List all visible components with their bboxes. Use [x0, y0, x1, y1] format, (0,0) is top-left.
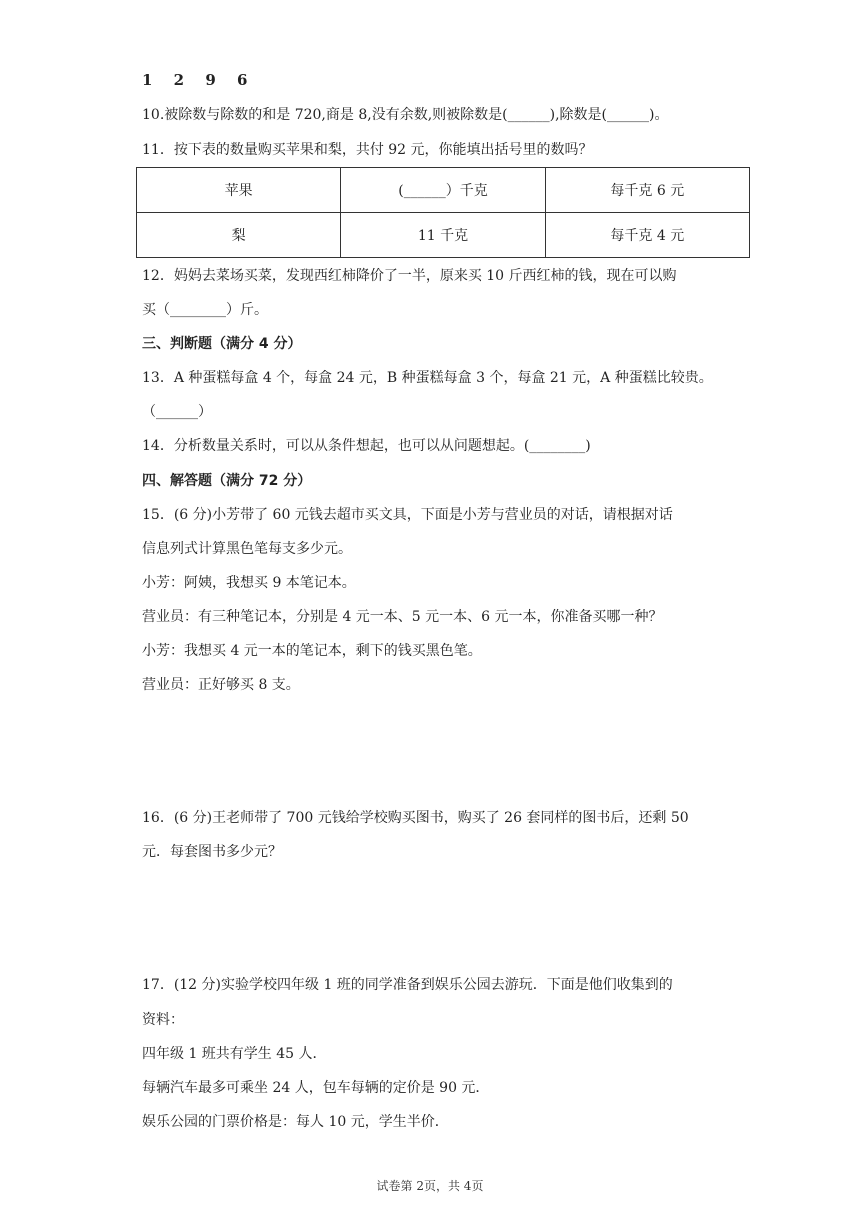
question-15-line1: 15．(6 分)小芳带了 60 元钱去超市买文具，下面是小芳与营业员的对话，请根据对话: [142, 507, 673, 523]
table-cell: 每千克 6 元: [545, 168, 749, 213]
question-16-line2: 元．每套图书多少元？: [142, 844, 282, 860]
table-row: [137, 213, 750, 258]
question-16-line1: 16．(6 分)王老师带了 700 元钱给学校购买图书，购买了 26 套同样的图书后，还剩 50: [142, 810, 689, 826]
question-10: 10.被除数与除数的和是 720,商是 8,没有余数,则被除数是(______),除数是(______)。: [142, 107, 669, 123]
info-line: 娱乐公园的门票价格是：每人 10 元，学生半价．: [142, 1114, 449, 1130]
info-line: 每辆汽车最多可乘坐 24 人，包车每辆的定价是 90 元．: [142, 1080, 490, 1096]
info-line: 四年级 1 班共有学生 45 人．: [142, 1046, 327, 1062]
question-15-line2: 信息列式计算黑色笔每支多少元。: [142, 541, 352, 557]
question-12-line2: 买（________）斤。: [142, 302, 268, 318]
section-title-solutions: 四、解答题（满分 72 分）: [142, 473, 312, 489]
table-cell: 每千克 4 元: [545, 213, 749, 258]
question-12-line1: 12．妈妈去菜场买菜，发现西红柿降价了一半，原来买 10 斤西红柿的钱，现在可以购: [142, 268, 677, 284]
question-13-line1: 13．A 种蛋糕每盒 4 个，每盒 24 元，B 种蛋糕每盒 3 个，每盒 21 元，A 种蛋糕比较贵。: [142, 370, 713, 386]
question-11: 11．按下表的数量购买苹果和梨，共付 92 元，你能填出括号里的数吗？: [142, 142, 593, 158]
price-table: [136, 167, 750, 258]
table-cell: (______）千克: [341, 168, 545, 213]
dialog-line: 小芳：我想买 4 元一本的笔记本，剩下的钱买黑色笔。: [142, 643, 482, 659]
table-cell: 梨: [137, 213, 341, 258]
digits-line: 1 2 9 6: [142, 71, 256, 89]
table-cell: 苹果: [137, 168, 341, 213]
page-footer: 试卷第 2页，共 4页: [376, 1179, 484, 1193]
question-17-line2: 资料：: [142, 1012, 184, 1028]
question-17-line1: 17．(12 分)实验学校四年级 1 班的同学准备到娱乐公园去游玩．下面是他们收集到的: [142, 977, 673, 993]
table-row: [137, 168, 750, 213]
table-cell: 11 千克: [341, 213, 545, 258]
dialog-line: 营业员：有三种笔记本，分别是 4 元一本、5 元一本、6 元一本，你准备买哪一种？: [142, 609, 663, 625]
section-title-judgement: 三、判断题（满分 4 分）: [142, 336, 302, 352]
dialog-line: 小芳：阿姨，我想买 9 本笔记本。: [142, 575, 356, 591]
dialog-line: 营业员：正好够买 8 支。: [142, 677, 300, 693]
question-13-line2: （______）: [142, 404, 212, 420]
question-14: 14．分析数量关系时，可以从条件想起，也可以从问题想起。(________): [142, 438, 591, 454]
